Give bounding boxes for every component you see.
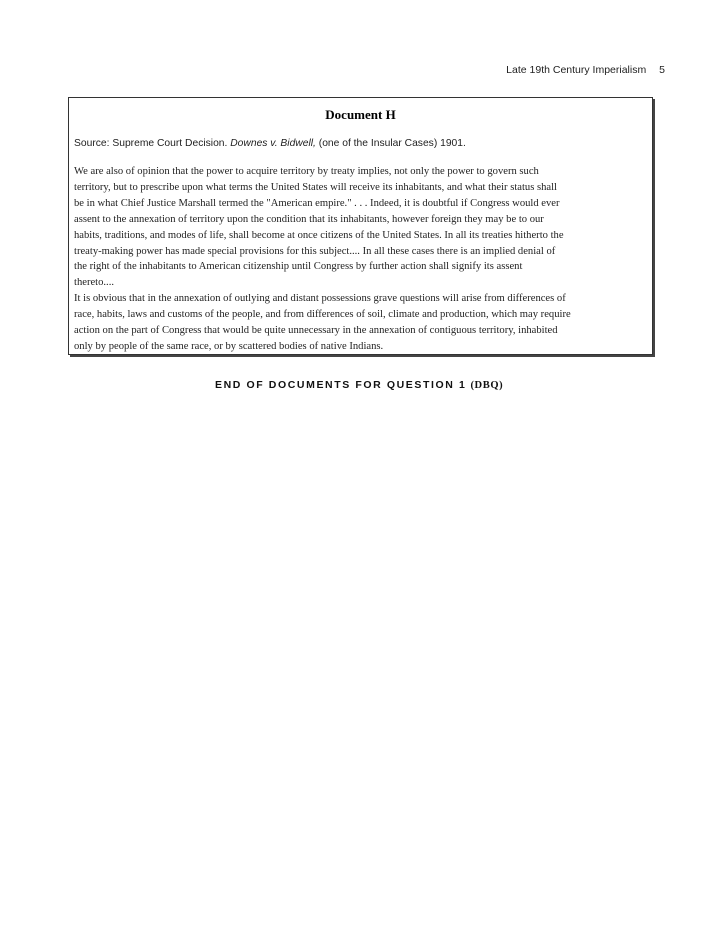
paragraph-line: It is obvious that in the annexation of outlying and distant possessions grave questions will arise from differences of — [74, 293, 566, 304]
document-title: Document H — [325, 107, 396, 122]
paragraph-line: action on the part of Congress that would be quite unnecessary in the annexation of contiguous territory, inhabited — [74, 324, 558, 336]
paragraph-line: territory, but to prescribe upon what terms the United States will receive its inhabitants, and what their status shall — [74, 181, 557, 193]
document-paragraph-1 — [74, 164, 646, 291]
header-title: Late 19th Century Imperialism — [506, 64, 647, 76]
paragraph-line: the right of the inhabitants to American citizenship until Congress by further action shall signify its assent — [74, 261, 523, 273]
paragraph-line: We are also of opinion that the power to acquire territory by treaty implies, not only the power to govern such — [74, 166, 539, 177]
paragraph-line: race, habits, laws and customs of the people, and from differences of soil, climate and production, which may require — [74, 308, 571, 320]
source-suffix: (one of the Insular Cases) 1901. — [315, 138, 466, 149]
paragraph-line: thereto.... — [74, 277, 115, 289]
paragraph-line: only by people of the same race, or by scattered bodies of native Indians. — [74, 340, 384, 352]
paragraph-line: habits, traditions, and modes of life, shall become at once citizens of the United States. In all its treaties hitherto the — [74, 229, 564, 241]
document-box — [68, 97, 653, 355]
end-of-documents-note — [215, 379, 503, 391]
paragraph-line: treaty-making power has made special provisions for this subject.... In all these cases there is an implied denial of — [74, 245, 556, 257]
paragraph-line: be in what Chief Justice Marshall termed the "American empire." . . . Indeed, it is doubtful if Congress would ever — [74, 197, 560, 209]
source-prefix: Source: Supreme Court Decision. — [74, 138, 231, 149]
document-paragraph-2 — [74, 291, 646, 355]
end-note-text: END OF DOCUMENTS FOR QUESTION 1 — [215, 379, 467, 391]
paragraph-line: assent to the annexation of territory upon the condition that its inhabitants, however foreign they may be to our — [74, 213, 544, 225]
document-source — [74, 138, 466, 149]
page-number: 5 — [659, 64, 665, 76]
page-header — [506, 64, 665, 76]
end-note-dbq: (DBQ) — [470, 380, 504, 391]
source-case-name: Downes v. Bidwell, — [230, 138, 316, 149]
